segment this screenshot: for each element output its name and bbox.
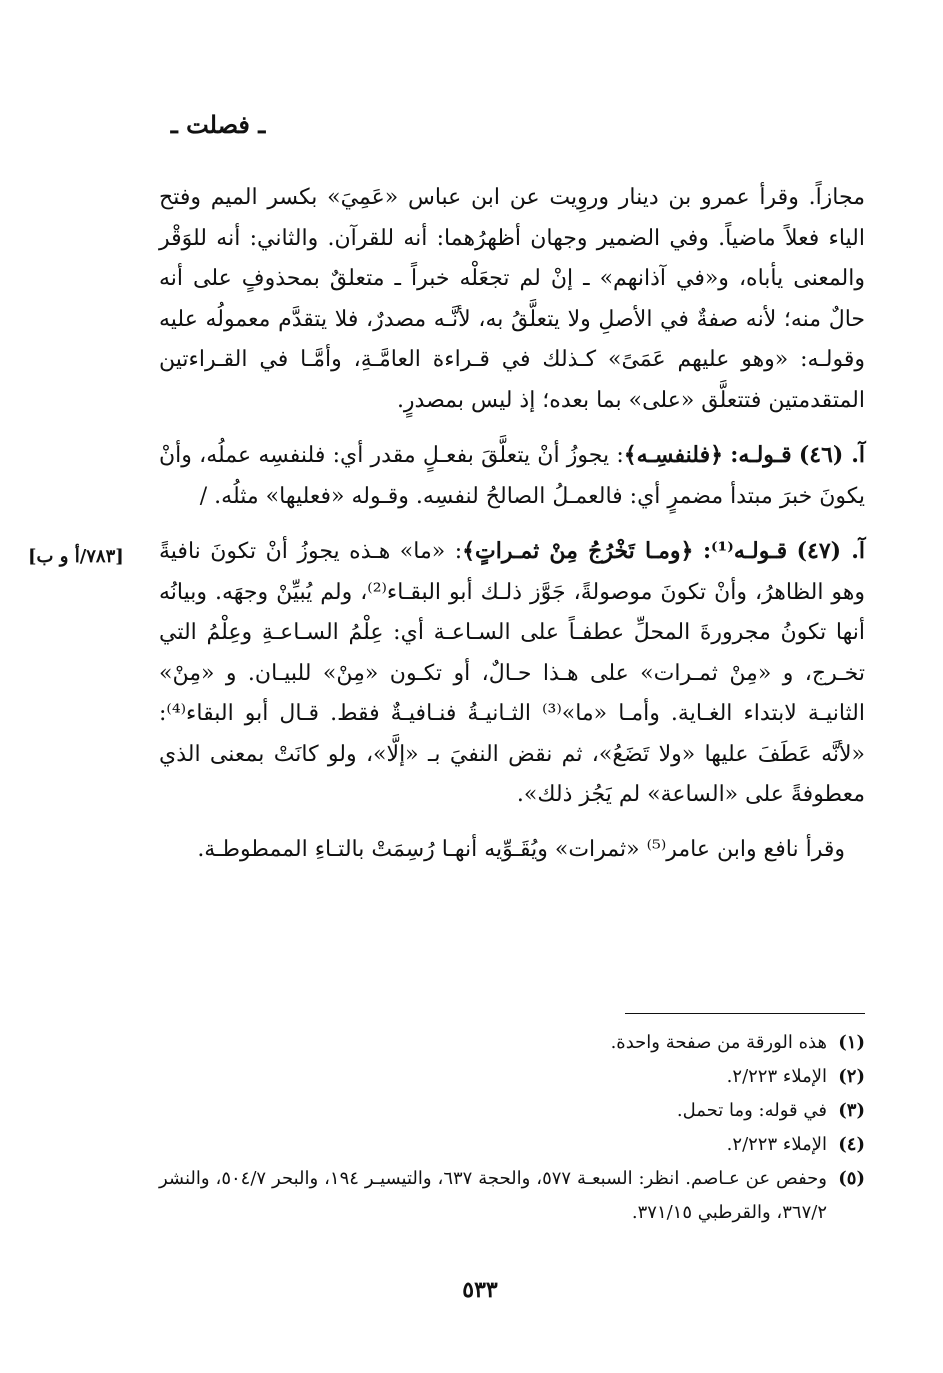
footnote-number: (٥) — [838, 1168, 865, 1189]
footnote-number: (٢) — [838, 1066, 865, 1087]
qawluhu-label: قـولـه: — [730, 442, 792, 468]
quran-quote: ﴿فلنفسِـه﴾ — [623, 442, 723, 468]
footnote — [159, 1060, 865, 1094]
paragraph-2-text: : يجوزُ أنْ يتعلَّقَ بفعـلٍ مقدر أي: فلنفسِه عملُه، وأنْ يكونَ خبرَ مبتدأ مضمرٍ أي: فالعمـلُ — [159, 443, 865, 509]
footnote — [159, 1094, 865, 1128]
footnote — [159, 1128, 865, 1162]
paragraph-3 — [159, 531, 865, 816]
footnote-divider — [625, 1013, 865, 1014]
paragraph-2 — [159, 435, 865, 517]
paragraph-4 — [159, 830, 865, 871]
running-header: ـ فصلت ـ — [170, 110, 266, 139]
footnote — [159, 1026, 865, 1060]
footnote-text: وحفص عن عـاصم. انظر: السبعـة ٥٧٧، والحجة ٦٣٧، والتيسيـر ١٩٤، والبحر ٥٠٤/٧، والنشر ٣٦٧/٢، والقرطبي ٣٧١/١٥. — [159, 1168, 827, 1223]
manuscript-folio-note: [٧٨٣/أ و ب] — [28, 546, 124, 567]
footnote-number: (٣) — [838, 1100, 865, 1121]
paragraph-2-continued: الصالحُ لنفسِه. وقـوله «فعليها» مثلُه. / — [199, 483, 546, 509]
footnote-number: (١) — [838, 1032, 865, 1053]
paragraph-4-text: وقرأ نافع وابن عامر⁽⁵⁾ «ثمرات» ويُقَـوِّيه أنهـا رُسِمَتْ بالتـاءِ الممطوطـة. — [197, 836, 845, 862]
qawluhu-label: قـولـه⁽¹⁾: — [702, 538, 788, 564]
paragraph-3-text: يجوزُ أنْ تكونَ نافيةً وهو الظاهرُ، وأنْ تكونَ موصولةً، جَوَّز ذلـك أبو البقـاء⁽²⁾، ولم يُبيِّنْ وجهَه. وبيانُه أنها تكونُ مجرورةَ المحلِّ عطفـاً على السـاعـة أي: عِلْمُ السـاعـةِ وعِلْمُ التي تخـرج، و «مِنْ ثمـرات» على هـذا حـالٌ، أو تكـون «مِنْ» للبيـان. و «مِنْ» الثانيـة لابتداء الغـاية. وأمـا «ما»⁽³⁾ الثـانيـةُ فنـافيـةٌ فقط. قـال أبو البقاء⁽⁴⁾: «لأنَّه عَطَفَ عليها «ولا تَضَعُ»، ثم نقض النفيَ بـ «إلَّا»، ولو كانَتْ بمعنى الذي معطوفةً على «الساعة» لم يَجُز ذلك». — [159, 539, 865, 807]
verse-ref-47: آ. (٤٧) — [796, 538, 866, 564]
paragraph-1: مجازاً. وقرأ عمرو بن دينار وروِيت عن ابن عباس «عَمِيَ» بكسر الميم وفتح الياء فعلاً ماضياً. وفي الضمير وجهان أظهرُهما: أنه للقرآن. والثاني: أنه للوَقْر والمعنى يأباه، و«في آذانهم» ـ إنْ لم تجعَلْه خبراً ـ متعلقٌ بمحذوفٍ على أنه حالٌ منه؛ لأنه صفةٌ في الأصلِ ولا يتعلَّقُ به، لأنَّـه مصدرٌ، فلا يتقدَّم معمولُه عليه وقولـه: «وهو عليهم عَمَىً» كـذلك في قـراءة العامَّـةِ، وأمَّـا في القـراءتين المتقدمتين فتتعلَّق «على» بما بعده؛ إذ ليس بمصدرٍ. — [159, 185, 865, 413]
main-text — [159, 178, 865, 870]
page-number: ٥٣٣ — [462, 1277, 498, 1303]
footnote-text: هذه الورقة من صفحة واحدة. — [610, 1032, 827, 1053]
paragraph-3-intro: : «ما» هـذه — [349, 539, 463, 564]
footnote — [159, 1162, 865, 1230]
footnote-text: الإملاء ٢/٢٢٣. — [726, 1066, 827, 1087]
footnote-text: في قوله: وما تحمل. — [676, 1100, 827, 1121]
quran-quote: ﴿ومـا تَخْرُجُ مِنْ ثمـراتٍ﴾ — [462, 538, 694, 564]
footnote-number: (٤) — [838, 1134, 865, 1155]
footnote-text: الإملاء ٢/٢٢٣. — [726, 1134, 827, 1155]
verse-ref-46: آ. (٤٦) — [798, 442, 865, 468]
footnotes — [159, 1026, 865, 1230]
